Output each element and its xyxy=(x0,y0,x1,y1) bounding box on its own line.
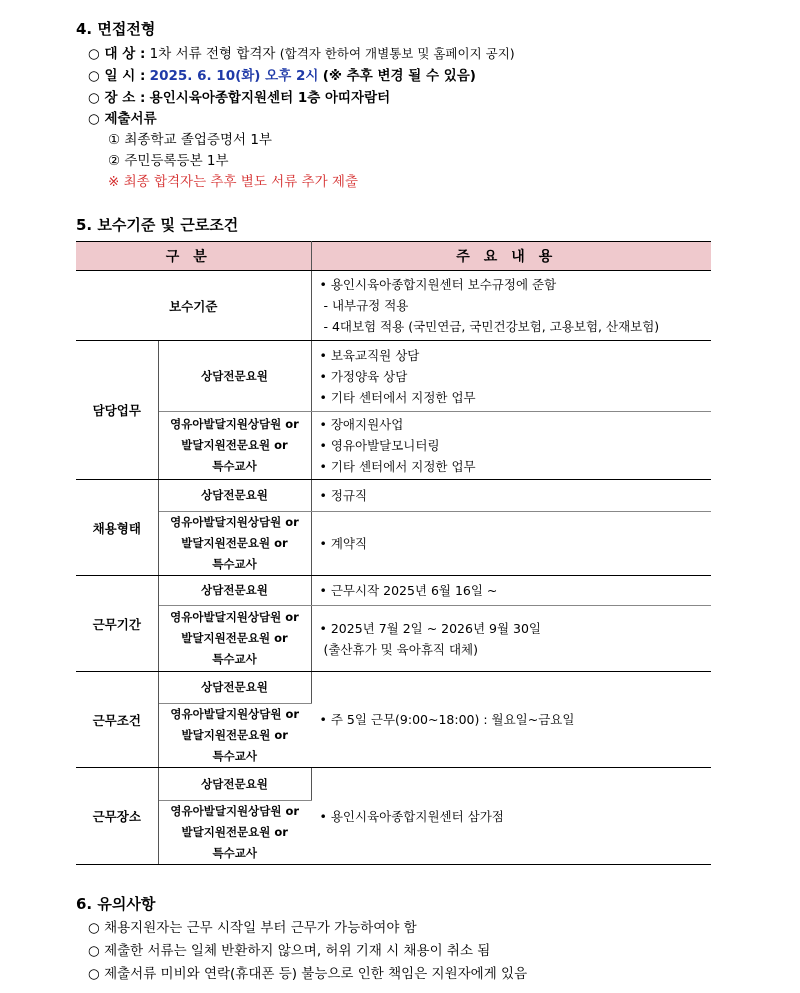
employ-sub-2-line-3: 특수교사 xyxy=(212,557,257,571)
notice-item-2: ○ 제출한 서류는 일체 반환하지 않으며, 허위 기재 시 채용이 취소 됨 xyxy=(88,943,491,959)
pay-line-1: • 용인시육아종합지원센터 보수규정에 준함 xyxy=(319,277,557,292)
table-row-period-2 xyxy=(76,606,711,672)
target-main: 1차 서류 전형 합격자 xyxy=(149,46,276,62)
place-row-label: 근무장소 xyxy=(76,768,158,865)
duty-sub-2-line-2: 발달지원전문요원 or xyxy=(181,438,288,452)
place-sub-1: 상담전문요원 xyxy=(158,768,311,801)
target-label: ○ 대 상 : xyxy=(88,46,146,62)
period-sub-1-content: • 근무시작 2025년 6월 16일 ~ xyxy=(311,576,711,606)
period-sub-1: 상담전문요원 xyxy=(158,576,311,606)
duty-label: 담당업무 xyxy=(76,341,158,480)
cond-sub-2-line-3: 특수교사 xyxy=(212,749,257,763)
interview-place xyxy=(88,88,390,108)
table-row-period-1 xyxy=(76,576,711,606)
section-5-title: 5. 보수기준 및 근로조건 xyxy=(76,216,239,234)
conditions-table xyxy=(76,241,711,865)
pay-label: 보수기준 xyxy=(76,271,311,341)
period-sub-2-content-2: (출산휴가 및 육아휴직 대체) xyxy=(319,641,478,657)
duty-sub-1-line-2: • 가정양육 상담 xyxy=(319,368,408,384)
target-note: (합격자 한하여 개별통보 및 홈페이지 공지) xyxy=(279,46,515,61)
document-item-1: ① 최종학교 졸업증명서 1부 xyxy=(108,132,272,148)
duty-sub-2-content-2: • 영유아발달모니터링 xyxy=(319,438,440,453)
period-sub-2-content xyxy=(311,606,711,672)
place-sub-2-line-1: 영유아발달지원상담원 or xyxy=(170,804,300,818)
cond-content: • 주 5일 근무(9:00~18:00) : 월요일~금요일 xyxy=(311,672,711,768)
place-sub-2 xyxy=(158,801,311,865)
duty-sub-1-line-1: • 보육교직원 상담 xyxy=(319,347,420,363)
cond-sub-2-line-2: 발달지원전문요원 or xyxy=(181,728,288,742)
employ-sub-2-line-2: 발달지원전문요원 or xyxy=(181,536,288,550)
duty-sub-2-content-1: • 장애지원사업 xyxy=(319,417,404,432)
duty-sub-2-line-1: 영유아발달지원상담원 or xyxy=(170,417,299,431)
cond-sub-2 xyxy=(158,704,311,768)
place-label: ○ 장 소 : xyxy=(88,90,146,106)
date-note: (※ 추후 변경 될 수 있음) xyxy=(322,68,476,84)
section-4-title: 4. 면접전형 xyxy=(76,20,156,38)
duty-sub-1-line-3: • 기타 센터에서 지정한 업무 xyxy=(319,389,476,405)
employ-sub-1: 상담전문요원 xyxy=(158,480,311,512)
table-row-cond-1 xyxy=(76,672,711,704)
cond-sub-2-line-1: 영유아발달지원상담원 or xyxy=(170,707,300,721)
period-sub-2-line-3: 특수교사 xyxy=(212,652,257,666)
documents-note: ※ 최종 합격자는 추후 별도 서류 추가 제출 xyxy=(108,174,359,190)
col-header-category: 구분 xyxy=(76,242,311,271)
employ-sub-2 xyxy=(158,512,311,576)
notice-item-3: ○ 제출서류 미비와 연락(휴대폰 등) 불능으로 인한 책임은 지원자에게 있음 xyxy=(88,966,528,982)
interview-target xyxy=(88,44,515,64)
table-row-place-1 xyxy=(76,768,711,801)
section-6-title: 6. 유의사항 xyxy=(76,895,156,913)
cond-sub-1: 상담전문요원 xyxy=(158,672,311,704)
pay-line-3: - 4대보험 적용 (국민연금, 국민건강보험, 고용보험, 산재보험) xyxy=(319,319,660,334)
documents-label: ○ 제출서류 xyxy=(88,111,157,127)
period-label: 근무기간 xyxy=(76,576,158,672)
duty-sub-1: 상담전문요원 xyxy=(158,341,311,412)
duty-sub-2 xyxy=(158,412,311,480)
notice-item-1: ○ 채용지원자는 근무 시작일 부터 근무가 가능하여야 함 xyxy=(88,920,417,936)
duty-sub-1-content xyxy=(311,341,711,412)
place-sub-2-line-3: 특수교사 xyxy=(212,846,257,860)
period-sub-2-content-1: • 2025년 7월 2일 ~ 2026년 9월 30일 xyxy=(319,620,541,636)
col-header-content: 주요내용 xyxy=(311,242,711,271)
place-value: 용인시육아종합지원센터 1층 아띠자람터 xyxy=(149,90,391,106)
table-row-pay xyxy=(76,271,711,341)
employ-sub-2-content: • 계약직 xyxy=(311,512,711,576)
duty-sub-2-content xyxy=(311,412,711,480)
pay-line-2: - 내부규정 적용 xyxy=(319,298,409,313)
document-item-2: ② 주민등록등본 1부 xyxy=(108,153,229,169)
interview-date xyxy=(88,66,476,86)
table-row-duty-2 xyxy=(76,412,711,480)
cond-label: 근무조건 xyxy=(76,672,158,768)
employ-sub-2-line-1: 영유아발달지원상담원 or xyxy=(170,515,299,529)
date-value: 2025. 6. 10(화) 오후 2시 xyxy=(149,68,319,84)
table-row-duty-1 xyxy=(76,341,711,412)
duty-sub-2-content-3: • 기타 센터에서 지정한 업무 xyxy=(319,459,476,474)
pay-content xyxy=(311,271,711,341)
date-label: ○ 일 시 : xyxy=(88,68,146,84)
duty-sub-2-line-3: 특수교사 xyxy=(212,459,257,473)
place-sub-2-line-2: 발달지원전문요원 or xyxy=(181,825,288,839)
employ-label: 채용형태 xyxy=(76,480,158,576)
period-sub-2-line-2: 발달지원전문요원 or xyxy=(181,631,288,645)
place-content: • 용인시육아종합지원센터 삼가점 xyxy=(311,768,711,865)
employ-sub-1-content: • 정규직 xyxy=(311,480,711,512)
period-sub-2 xyxy=(158,606,311,672)
period-sub-2-line-1: 영유아발달지원상담원 or xyxy=(170,610,299,624)
table-row-employ-2 xyxy=(76,512,711,576)
table-row-employ-1 xyxy=(76,480,711,512)
